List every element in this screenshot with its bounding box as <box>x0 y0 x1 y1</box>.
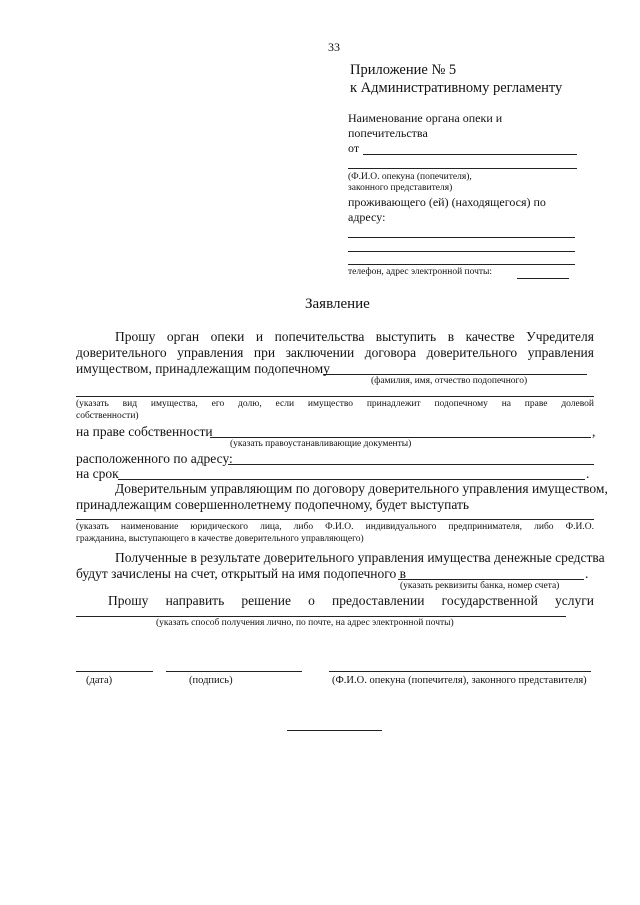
date-caption: (дата) <box>86 675 113 686</box>
hint-property-line2: собственности) <box>76 411 139 421</box>
ownership-label: на праве собственности <box>76 424 213 439</box>
p2-line1: Доверительным управляющим по договору доверительного управления имуществом, <box>115 481 608 496</box>
manager-field-line[interactable] <box>76 519 594 520</box>
signature-field-line[interactable] <box>166 671 302 672</box>
org-name-line1: Наименование органа опеки и <box>348 111 503 125</box>
fio-hint-line2: законного представителя) <box>348 183 453 193</box>
bank-field-line[interactable] <box>398 579 584 580</box>
closing-separator <box>287 730 382 731</box>
title-docs-field-line[interactable] <box>210 437 591 438</box>
hint-delivery: (указать способ получения лично, по почте, на адрес электронной почты) <box>156 618 454 628</box>
hint-ward-name: (фамилия, имя, отчество подопечного) <box>371 376 528 386</box>
fio-caption: (Ф.И.О. опекуна (попечителя), законного представителя) <box>332 675 587 686</box>
p1-line2: доверительного управления при заключении договора доверительного управления <box>76 345 594 360</box>
date-field-line[interactable] <box>76 671 153 672</box>
property-field-line[interactable] <box>76 396 594 397</box>
term-label: на срок <box>76 466 119 481</box>
address-field-line-1[interactable] <box>348 237 575 238</box>
p3-dot: . <box>585 566 589 581</box>
residing-line1: проживающего (ей) (находящегося) по <box>348 195 546 209</box>
appendix-title: Приложение № 5 <box>350 62 457 78</box>
org-name-line2: попечительства <box>348 126 428 140</box>
term-field-line[interactable] <box>118 479 585 480</box>
address-field-line-3[interactable] <box>348 264 575 265</box>
signature-caption: (подпись) <box>189 675 233 686</box>
appendix-subtitle: к Административному регламенту <box>350 80 563 96</box>
hint-property-line1: (указать вид имущества, его долю, если имущество принадлежит подопечному на праве долевой <box>76 399 594 409</box>
hint-bank: (указать реквизиты банка, номер счета) <box>400 581 560 591</box>
from-label: от <box>348 141 360 155</box>
page-number: 33 <box>328 40 340 54</box>
ownership-comma: , <box>592 424 596 439</box>
from-field-line[interactable] <box>363 154 577 155</box>
residing-line2: адресу: <box>348 210 386 224</box>
hint-title-docs: (указать правоустанавливающие документы) <box>230 439 412 449</box>
ward-name-field-line[interactable] <box>323 374 587 375</box>
document-title: Заявление <box>305 296 370 312</box>
p4-line1: Прошу направить решение о предоставлении государственной услуги <box>108 593 594 608</box>
term-dot: . <box>586 466 590 481</box>
p3-line2: будут зачислены на счет, открытый на имя подопечного в <box>76 566 406 581</box>
contacts-label: телефон, адрес электронной почты: <box>348 267 493 277</box>
delivery-field-line[interactable] <box>76 616 566 617</box>
hint-manager-line1: (указать наименование юридического лица, либо Ф.И.О. индивидуального предпринимателя, либо Ф.И.О. <box>76 522 594 532</box>
contacts-field-line[interactable] <box>517 278 569 279</box>
p1-line3: имуществом, принадлежащим подопечному <box>76 361 330 376</box>
from-field-line-2[interactable] <box>348 168 577 169</box>
p2-line2: принадлежащим совершеннолетнему подопечному, будет выступать <box>76 497 470 512</box>
address-field-line-2[interactable] <box>348 251 575 252</box>
location-field-line[interactable] <box>228 464 594 465</box>
fio-field-line[interactable] <box>329 671 591 672</box>
p3-line1: Полученные в результате доверительного управления имущества денежные средства <box>115 550 605 565</box>
fio-hint-line1: (Ф.И.О. опекуна (попечителя), <box>348 172 472 182</box>
p1-line1: Прошу орган опеки и попечительства выступить в качестве Учредителя <box>115 329 594 344</box>
hint-manager-line2: гражданина, выступающего в качестве доверительного управляющего) <box>76 534 364 544</box>
located-label: расположенного по адресу: <box>76 451 233 466</box>
